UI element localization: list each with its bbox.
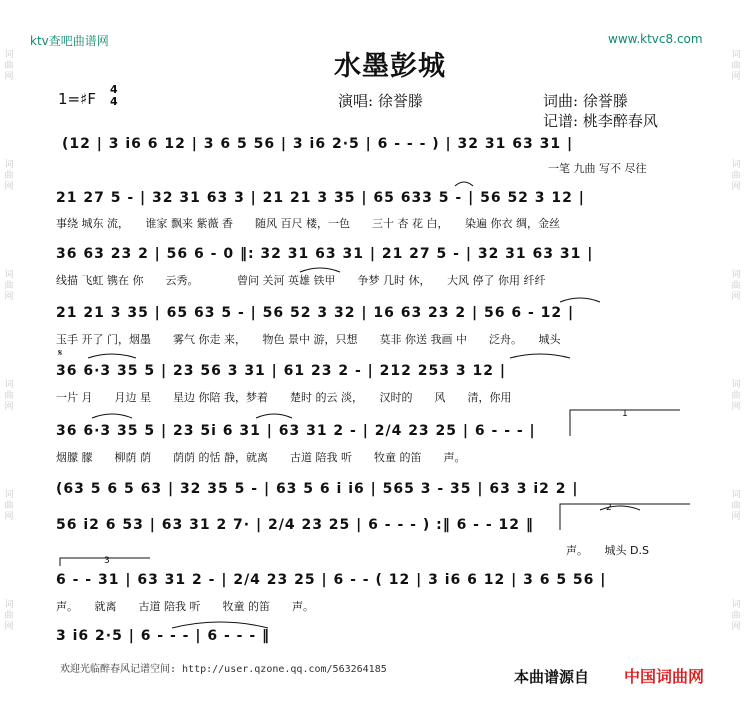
lyric-line-5: 一片 月 月边 星 星边 你陪 我，梦着 楚时 的云 淡， 汉时的 风 清，你用 xyxy=(56,391,512,404)
slur xyxy=(256,414,292,418)
score-line-3: 36 63 23 2 | 56 6 - 0 ‖: 32 31 63 31 | 21 27 5 - | 32 31 63 31 | xyxy=(56,246,594,262)
watermark-right-6: 词曲网 xyxy=(731,600,741,632)
lyric-line-3: 线描 飞虹 镌在 你 云秀。 曾问 关河 英雄 铁甲 争梦 几时 休， 大风 停了 你用 纤纤 xyxy=(56,274,546,287)
transcriber-credit: 记谱: 桃李醉春风 xyxy=(543,112,658,130)
watermark-right-2: 词曲网 xyxy=(731,160,741,192)
score-line-1: (12 | 3 i6 6 12 | 3 6 5 56 | 3 i6 2·5 | 6 - - - ) | 32 31 63 31 | xyxy=(62,136,574,152)
watermark-left-3: 词曲网 xyxy=(4,270,14,302)
score-line-5: 36 6·3 35 5 | 23 56 3 31 | 61 23 2 - | 212 253 3 12 | xyxy=(56,363,506,379)
lyric-line-4: 玉手 开了 门，烟墨 雾气 你走 来， 物色 景中 游，只想 莫非 你送 我画 中 泛舟。 城头 xyxy=(56,333,561,346)
watermark-left-1: 词曲网 xyxy=(4,50,14,82)
score-line-2: 21 27 5 - | 32 31 63 3 | 21 21 3 35 | 65 633 5 - | 56 52 3 12 | xyxy=(56,190,585,206)
slur xyxy=(510,354,570,358)
volta-bracket-2 xyxy=(560,504,690,530)
key-signature: 1=♯F xyxy=(58,90,96,108)
footer-note: 欢迎光临醉春风记谱空间: http://user.qzone.qq.com/563264185 xyxy=(60,664,387,675)
slur xyxy=(88,354,136,358)
meter-top: 4 xyxy=(110,83,118,96)
triplet-number: 3 xyxy=(104,556,110,566)
composer-credit: 词曲: 徐誉滕 xyxy=(543,92,628,110)
lyric-line-1: 一笔 九曲 写不 尽往 xyxy=(548,162,647,175)
site-name-left: ktv查吧曲谱网 xyxy=(30,34,109,48)
source-label: 本曲谱源自 xyxy=(514,668,590,686)
watermark-left-6: 词曲网 xyxy=(4,600,14,632)
score-line-9: 6 - - 31 | 63 31 2 - | 2/4 23 25 | 6 - - ( 12 | 3 i6 6 12 | 3 6 5 56 | xyxy=(56,572,607,588)
lyric-line-8: 声。 城头 D.S xyxy=(566,544,649,557)
watermark-left-4: 词曲网 xyxy=(4,380,14,412)
singer-credit: 演唱: 徐誉滕 xyxy=(338,92,423,110)
lyric-line-6: 烟朦 朦 柳荫 荫 荫荫 的恬 静，就离 古道 陪我 听 牧童 的笛 声。 xyxy=(56,451,466,464)
watermark-right-1: 词曲网 xyxy=(731,50,741,82)
lyric-line-2: 事绕 城东 流， 谁家 飘来 紫薇 香 随风 百尺 楼，一色 三十 杏 花 白， 染遍 你衣 绸，金丝 xyxy=(56,217,560,230)
meter-bottom: 4 xyxy=(110,95,118,108)
watermark-left-2: 词曲网 xyxy=(4,160,14,192)
watermark-right-5: 词曲网 xyxy=(731,490,741,522)
score-line-4: 21 21 3 35 | 65 63 5 - | 56 52 3 32 | 16 63 23 2 | 56 6 - 12 | xyxy=(56,305,575,321)
volta-number-2: 2 xyxy=(606,503,612,513)
segno-icon: 𝄋 xyxy=(58,348,63,359)
page-title: 水墨彭城 xyxy=(334,51,446,82)
watermark-right-3: 词曲网 xyxy=(731,270,741,302)
watermark-right-4: 词曲网 xyxy=(731,380,741,412)
slur xyxy=(455,182,473,186)
slur xyxy=(560,298,600,302)
brand-name: 中国词曲网 xyxy=(624,667,705,686)
slur xyxy=(92,414,132,418)
score-line-7: (63 5 6 5 63 | 32 35 5 - | 63 5 6 i i6 | 565 3 - 35 | 63 3 i2 2 | xyxy=(56,481,579,497)
score-line-6: 36 6·3 35 5 | 23 5i 6 31 | 63 31 2 - | 2/4 23 25 | 6 - - - | xyxy=(56,423,536,439)
volta-number-1: 1 xyxy=(622,409,628,419)
site-url-right: www.ktvc8.com xyxy=(608,32,703,46)
score-line-8: 56 i2 6 53 | 63 31 2 7· | 2/4 23 25 | 6 - - - ) :‖ 6 - - 12 ‖ xyxy=(56,517,534,533)
lyric-line-9: 声。 就离 古道 陪我 听 牧童 的笛 声。 xyxy=(56,600,314,613)
score-line-10: 3 i6 2·5 | 6 - - - | 6 - - - ‖ xyxy=(56,628,271,644)
watermark-left-5: 词曲网 xyxy=(4,490,14,522)
